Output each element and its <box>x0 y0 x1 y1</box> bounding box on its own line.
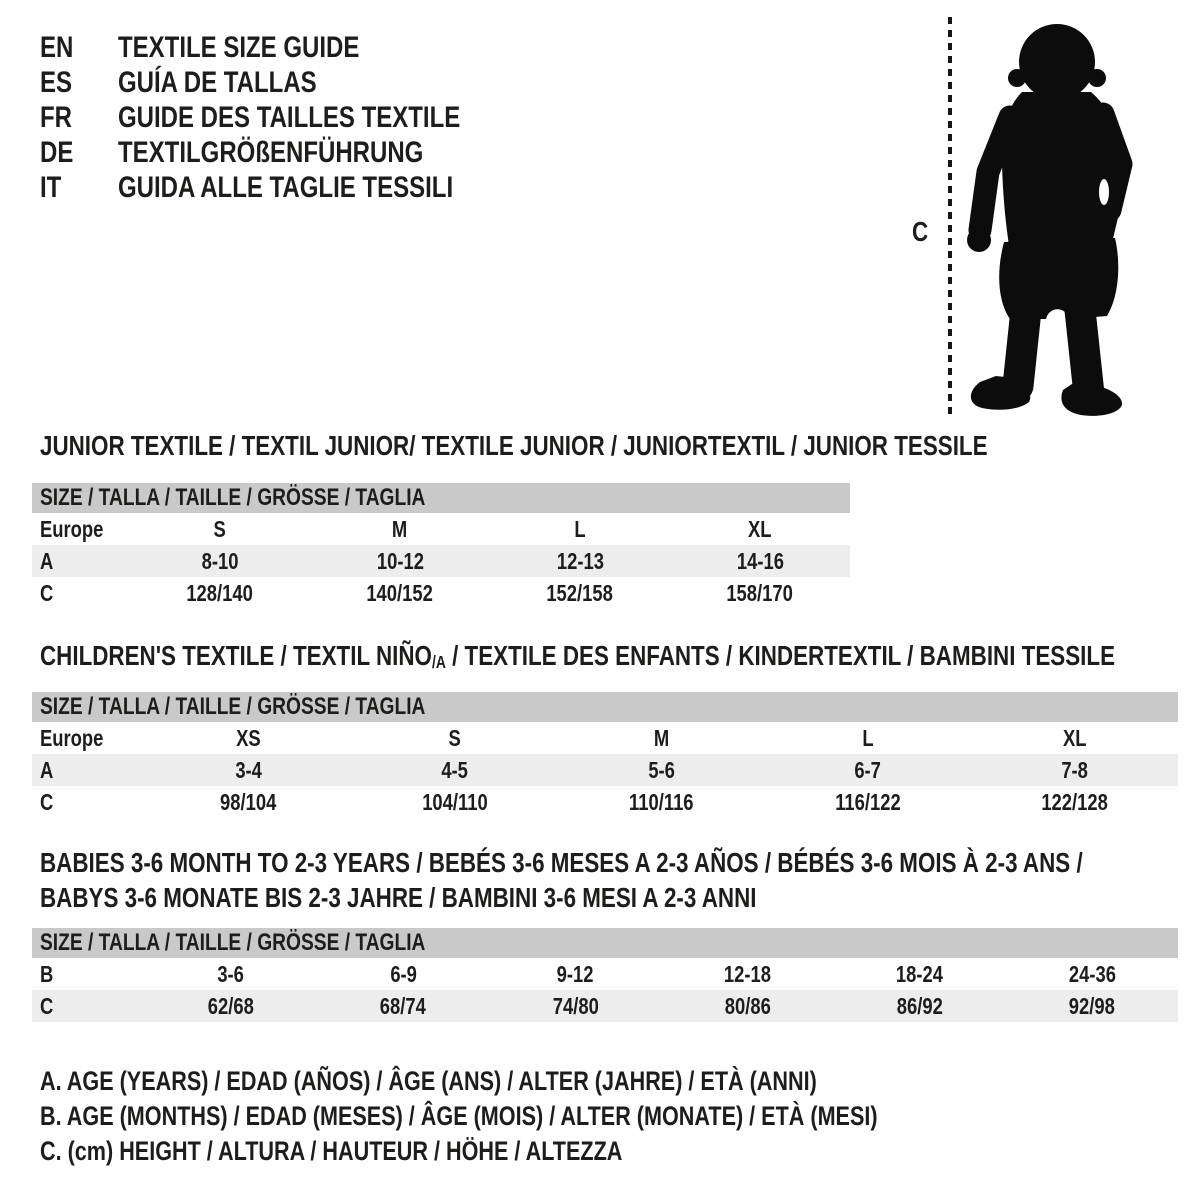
age-cell: 14-16 <box>736 547 784 574</box>
row-label: C <box>40 992 54 1019</box>
size-header-bar <box>32 692 1178 722</box>
language-label: GUIDE DES TAILLES TEXTILE <box>118 100 461 134</box>
age-cell: 4-5 <box>441 756 469 783</box>
size-header-bar <box>32 483 850 513</box>
size-header-label: SIZE / TALLA / TAILLE / GRÖSSE / TAGLIA <box>40 929 426 956</box>
size-cell: XS <box>236 724 261 751</box>
table-row-c <box>32 577 850 609</box>
language-code: EN <box>40 30 74 64</box>
language-row <box>40 170 546 205</box>
size-cell: XL <box>1062 724 1087 751</box>
language-code: IT <box>40 170 62 204</box>
age-cell: 9-12 <box>557 960 594 987</box>
babies-section-title: BABIES 3-6 MONTH TO 2-3 YEARS / BEBÉS 3-6 MESES A 2-3 AÑOS / BÉBÉS 3-6 MOIS À 2-3 ANS / BABYS 3-6 MONATE BIS 2-3 JAHRE / BAMBINI 3-6 MESI A 2-3 ANNI <box>40 847 1083 913</box>
height-cell: 98/104 <box>220 788 277 815</box>
legend <box>40 1064 1087 1169</box>
size-cell: XL <box>748 515 772 542</box>
row-label: Europe <box>40 724 104 751</box>
height-cell: 122/128 <box>1041 788 1108 815</box>
size-header-label: SIZE / TALLA / TAILLE / GRÖSSE / TAGLIA <box>40 693 426 720</box>
age-cell: 5-6 <box>648 756 675 783</box>
age-cell: 6-7 <box>854 756 882 783</box>
row-label: A <box>40 547 54 574</box>
language-code: ES <box>40 65 73 99</box>
height-cell: 92/98 <box>1068 992 1115 1019</box>
height-measure-dashed-line <box>948 17 952 415</box>
junior-section-title: JUNIOR TEXTILE / TEXTIL JUNIOR/ TEXTILE JUNIOR / JUNIORTEXTIL / JUNIOR TESSILE <box>40 430 988 461</box>
height-cell: 116/122 <box>835 788 901 815</box>
row-label: Europe <box>40 515 104 542</box>
language-label: GUIDA ALLE TAGLIE TESSILI <box>118 170 454 204</box>
size-header-label: SIZE / TALLA / TAILLE / GRÖSSE / TAGLIA <box>40 484 426 511</box>
size-cell: M <box>392 515 408 542</box>
children-section-title: CHILDREN'S TEXTILE / TEXTIL NIÑO/A / TEXTILE DES ENFANTS / KINDERTEXTIL / BAMBINI TESSILE <box>40 640 1116 673</box>
legend-line-b: B. AGE (MONTHS) / EDAD (MESES) / ÂGE (MOIS) / ALTER (MONATE) / ETÀ (MESI) <box>40 1101 878 1131</box>
junior-size-table <box>32 483 850 609</box>
language-label: GUÍA DE TALLAS <box>118 65 317 99</box>
table-row-europe <box>32 722 1178 754</box>
height-cell: 110/116 <box>629 788 694 815</box>
legend-line-c: C. (cm) HEIGHT / ALTURA / HAUTEUR / HÖHE / ALTEZZA <box>40 1136 623 1166</box>
measure-label-c: C <box>912 216 929 247</box>
toddler-silhouette-icon <box>958 14 1143 420</box>
size-cell: S <box>213 515 227 542</box>
table-row-a <box>32 754 1178 786</box>
age-cell: 12-13 <box>556 547 604 574</box>
legend-line-a: A. AGE (YEARS) / EDAD (AÑOS) / ÂGE (ANS) / ALTER (JAHRE) / ETÀ (ANNI) <box>40 1066 817 1096</box>
size-cell: M <box>653 724 670 751</box>
table-row-a <box>32 545 850 577</box>
height-cell: 86/92 <box>896 992 943 1019</box>
row-label: B <box>40 960 54 987</box>
row-label: C <box>40 788 54 815</box>
table-row-c <box>32 990 1178 1022</box>
age-cell: 24-36 <box>1068 960 1116 987</box>
age-cell: 7-8 <box>1061 756 1088 783</box>
size-header-bar <box>32 928 1178 958</box>
height-cell: 74/80 <box>552 992 599 1019</box>
children-size-table <box>32 692 1178 818</box>
language-label: TEXTILGRÖßENFÜHRUNG <box>118 135 424 169</box>
row-label: C <box>40 579 54 606</box>
language-row <box>40 135 546 170</box>
table-row-europe <box>32 513 850 545</box>
age-cell: 3-4 <box>234 756 262 783</box>
age-cell: 12-18 <box>724 960 772 987</box>
height-cell: 158/170 <box>726 579 794 606</box>
age-cell: 18-24 <box>896 960 944 987</box>
age-cell: 10-12 <box>376 547 424 574</box>
age-cell: 3-6 <box>217 960 245 987</box>
age-cell: 6-9 <box>389 960 417 987</box>
height-cell: 140/152 <box>366 579 434 606</box>
size-cell: L <box>574 515 586 542</box>
height-cell: 128/140 <box>186 579 254 606</box>
table-row-c <box>32 786 1178 818</box>
language-list <box>40 30 546 205</box>
language-label: TEXTILE SIZE GUIDE <box>118 30 360 64</box>
language-row <box>40 65 546 100</box>
language-row <box>40 100 546 135</box>
height-cell: 152/158 <box>546 579 614 606</box>
table-row-b <box>32 958 1178 990</box>
babies-size-table <box>32 928 1178 1022</box>
size-cell: L <box>862 724 874 751</box>
height-cell: 62/68 <box>208 992 255 1019</box>
height-cell: 104/110 <box>422 788 488 815</box>
language-code: DE <box>40 135 74 169</box>
height-cell: 68/74 <box>380 992 427 1019</box>
age-cell: 8-10 <box>201 547 239 574</box>
size-cell: S <box>448 724 462 751</box>
row-label: A <box>40 756 54 783</box>
height-cell: 80/86 <box>724 992 771 1019</box>
language-row <box>40 30 546 65</box>
language-code: FR <box>40 100 72 134</box>
